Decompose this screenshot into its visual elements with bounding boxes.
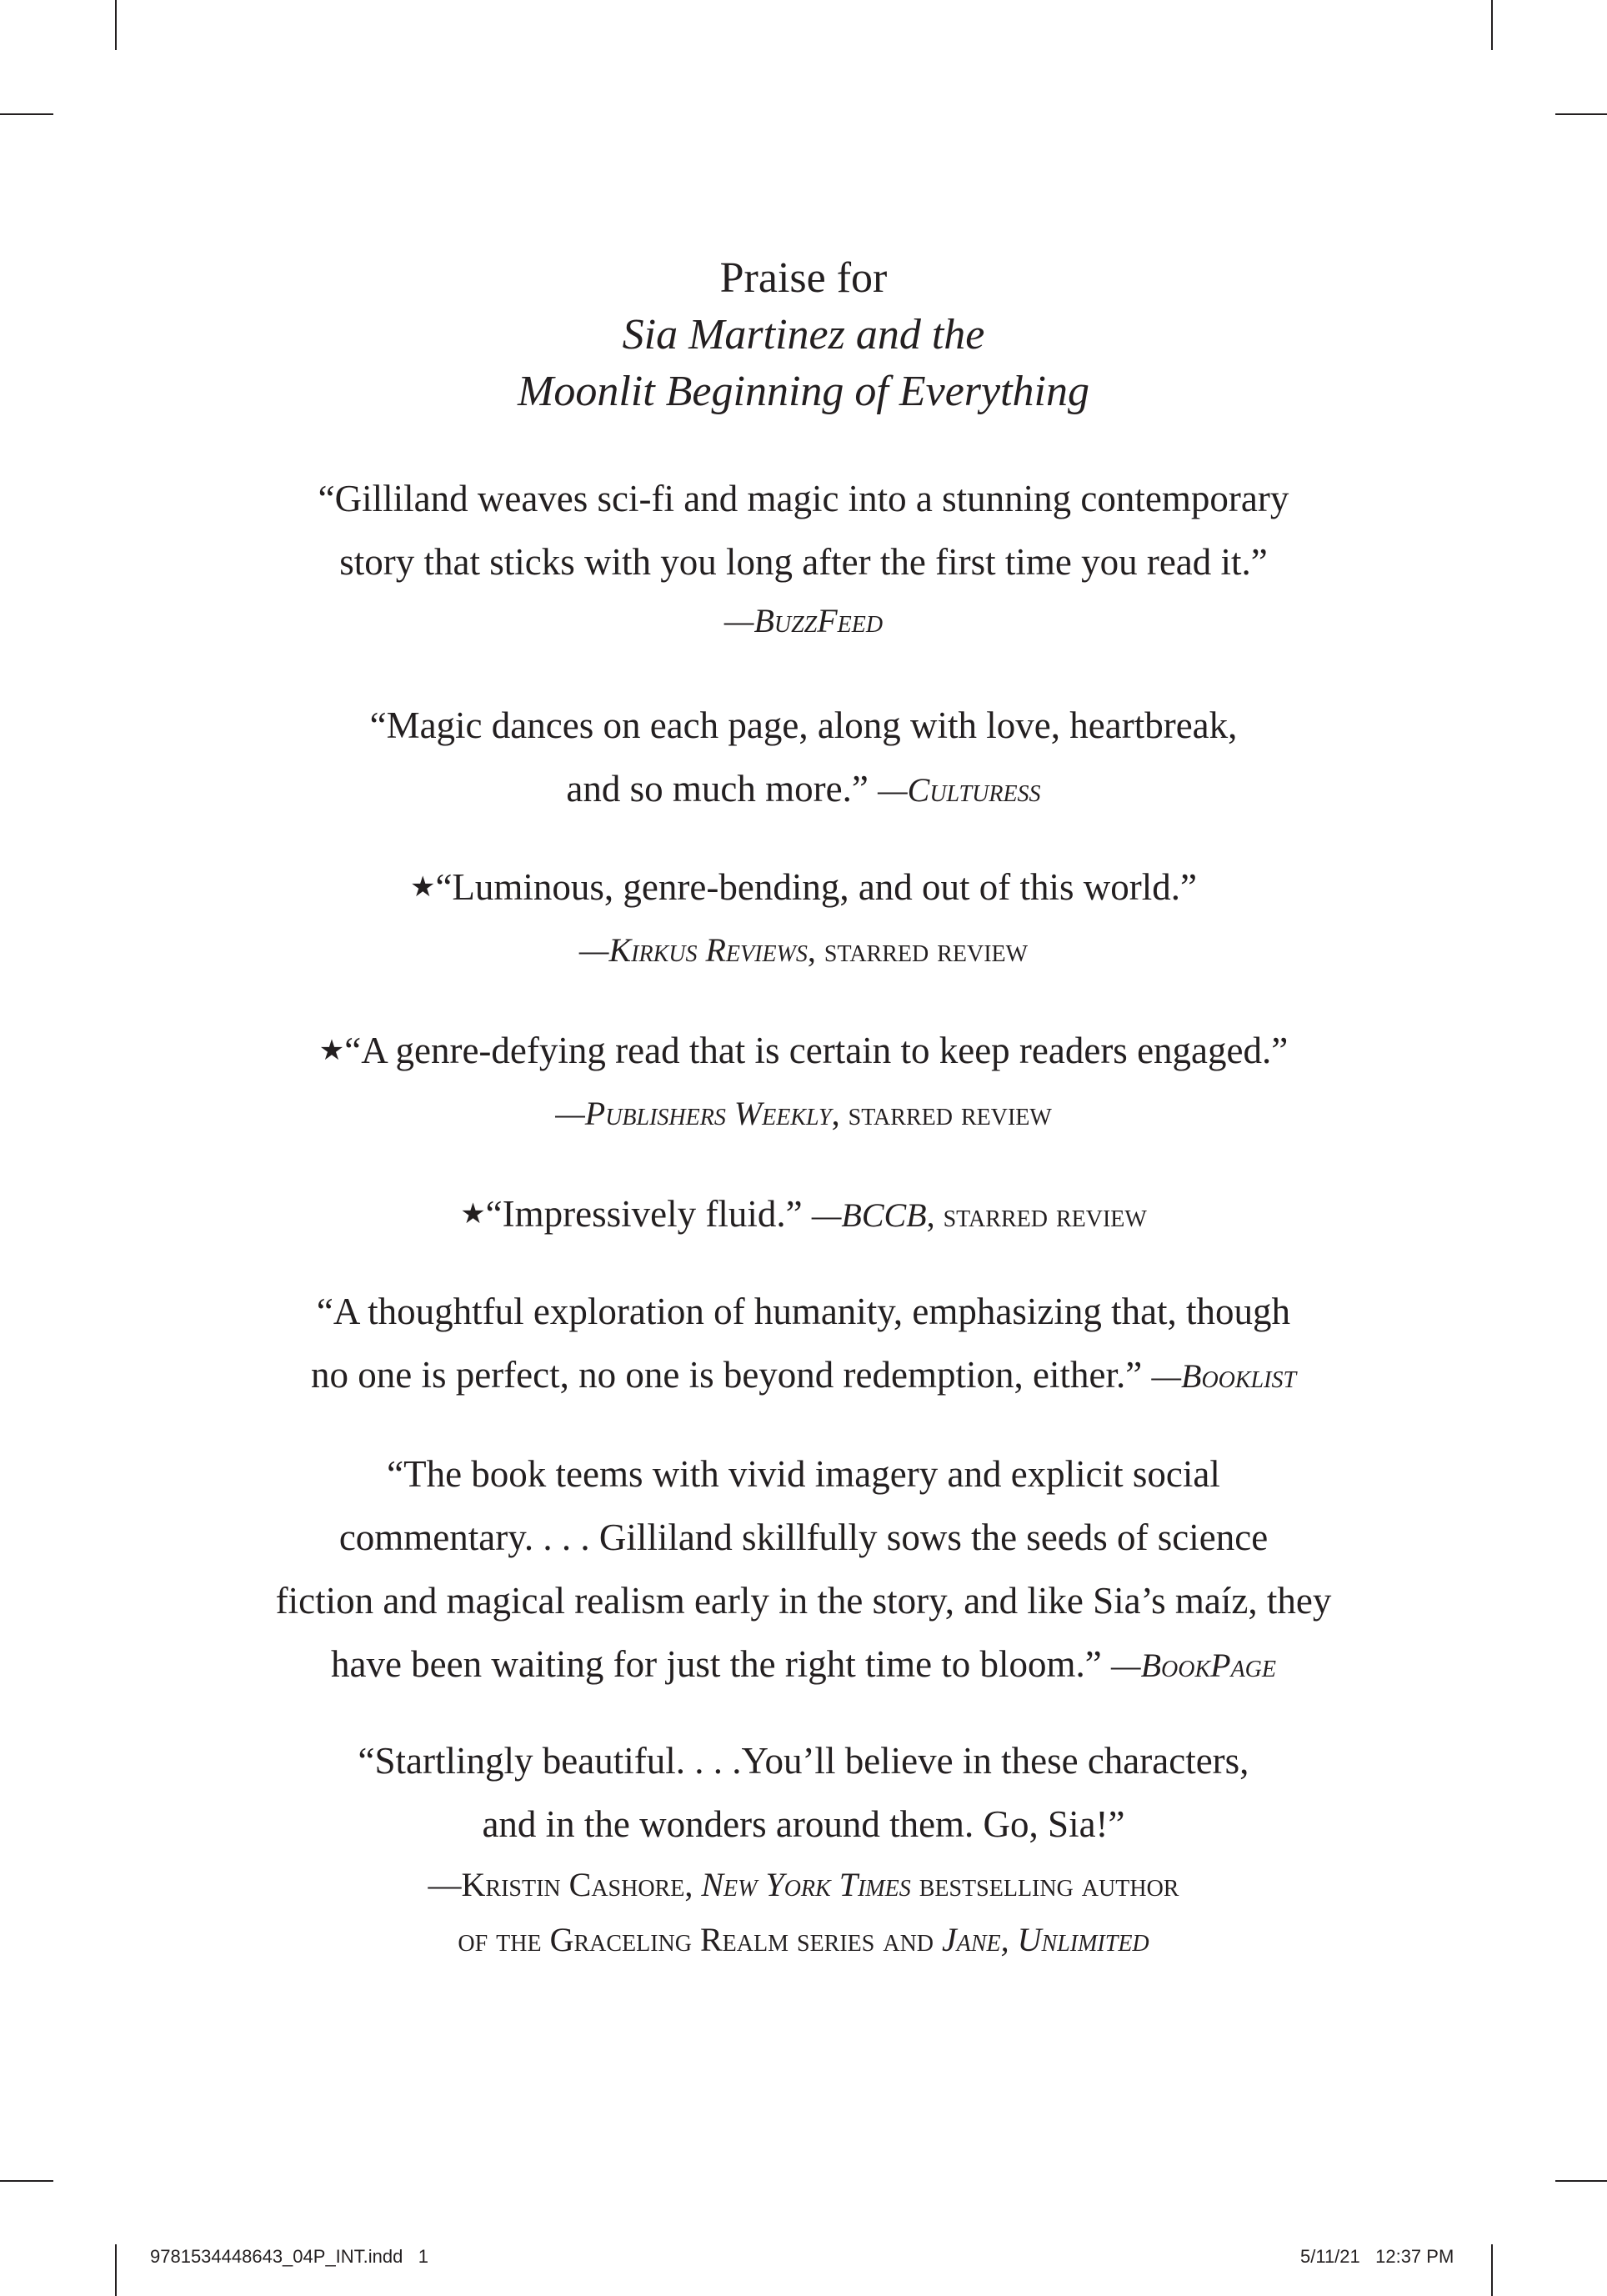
review-quote-line-wrap [0, 1343, 1607, 1408]
crop-mark-right-lower [1555, 2180, 1607, 2182]
praise-heading [0, 250, 1607, 420]
review-quote-line: and in the wonders around them. Go, Sia!” [482, 1803, 1125, 1845]
book-title-line-2: Moonlit Beginning of Everything [518, 368, 1089, 415]
review-quote-line: no one is perfect, no one is beyond redemption, either.” [310, 1354, 1143, 1396]
review-quote-line: story that sticks with you long after the first time you read it.” [339, 541, 1268, 583]
review-quote-line: commentary. . . . Gilliland skillfully sows the seeds of science [338, 1516, 1269, 1558]
review-kristin-cashore [0, 1729, 1607, 1968]
review-buzzfeed [0, 467, 1607, 649]
review-note: , starred review [807, 931, 1029, 969]
review-attribution-line-2 [0, 1912, 1607, 1968]
review-quote-line: “The book teems with vivid imagery and explicit social [387, 1453, 1220, 1495]
star-icon: ★ [409, 872, 436, 903]
review-attribution: —Culturess [878, 771, 1041, 809]
review-quote-line: “Magic dances on each page, along with love, heartbreak, [369, 704, 1238, 746]
crop-mark-bottom-right [1491, 2244, 1493, 2296]
review-quote-line-wrap [0, 1182, 1607, 1250]
review-source: —BCCB [811, 1196, 927, 1234]
review-quote-line-wrap [0, 855, 1607, 923]
review-quote-line-wrap [0, 1019, 1607, 1086]
review-book-title: Jane, Unlimited [942, 1921, 1149, 1958]
review-attribution: —Booklist [1151, 1357, 1297, 1395]
review-quote-line: “A genre-defying read that is certain to keep readers engaged.” [344, 1030, 1289, 1071]
crop-mark-top-right [1491, 0, 1493, 50]
star-icon: ★ [460, 1199, 486, 1230]
crop-mark-left-lower [0, 2180, 53, 2182]
review-quote-line-wrap [0, 757, 1607, 822]
slug-filename: 9781534448643_04P_INT.indd 1 [150, 2246, 428, 2267]
book-title-line-1: Sia Martinez and the [622, 311, 985, 358]
slug-timestamp: 5/11/21 12:37 PM [1300, 2246, 1454, 2267]
crop-mark-bottom-left [115, 2244, 117, 2296]
review-quote-line: “Luminous, genre-bending, and out of this world.” [435, 866, 1198, 908]
review-culturess [0, 694, 1607, 822]
review-bccb [0, 1182, 1607, 1250]
crop-mark-top-left [115, 0, 117, 50]
review-source-publication: New York Times [701, 1866, 911, 1903]
review-publishers-weekly [0, 1019, 1607, 1141]
review-note: bestselling author [910, 1866, 1179, 1903]
review-attribution: —BookPage [1111, 1647, 1277, 1684]
review-quote-line: have been waiting for just the right time to bloom.” [330, 1643, 1102, 1685]
review-bookpage [0, 1442, 1607, 1697]
review-quote-line: “A thoughtful exploration of humanity, emphasizing that, though [316, 1291, 1291, 1332]
review-quote-line: fiction and magical realism early in the story, and like Sia’s maíz, they [275, 1580, 1332, 1622]
review-note: of the Graceling Realm series and [458, 1921, 943, 1958]
review-attribution [0, 1086, 1607, 1141]
review-quote-line-wrap [0, 1632, 1607, 1697]
review-note: , starred review [831, 1095, 1052, 1132]
review-attribution: —BuzzFeed [723, 602, 884, 639]
review-quote-line: “Gilliland weaves sci-fi and magic into a stunning contemporary [318, 478, 1289, 519]
review-attribution [0, 923, 1607, 978]
review-note: , starred review [926, 1196, 1147, 1234]
praise-for-label: Praise for [719, 254, 888, 302]
review-source: —Kirkus Reviews [578, 931, 808, 969]
review-attribution-line-1 [0, 1857, 1607, 1912]
review-quote-line: “Impressively fluid.” [485, 1193, 803, 1235]
review-source: —Publishers Weekly [555, 1095, 832, 1132]
review-quote-line: “Startlingly beautiful. . . .You’ll believe in these characters, [358, 1740, 1249, 1782]
crop-mark-left-upper [0, 113, 53, 115]
review-quote-line: and so much more.” [566, 768, 869, 810]
review-source: —Kristin Cashore, [428, 1866, 702, 1903]
review-booklist [0, 1280, 1607, 1408]
review-kirkus [0, 855, 1607, 978]
crop-mark-right-upper [1555, 113, 1607, 115]
star-icon: ★ [318, 1035, 345, 1066]
